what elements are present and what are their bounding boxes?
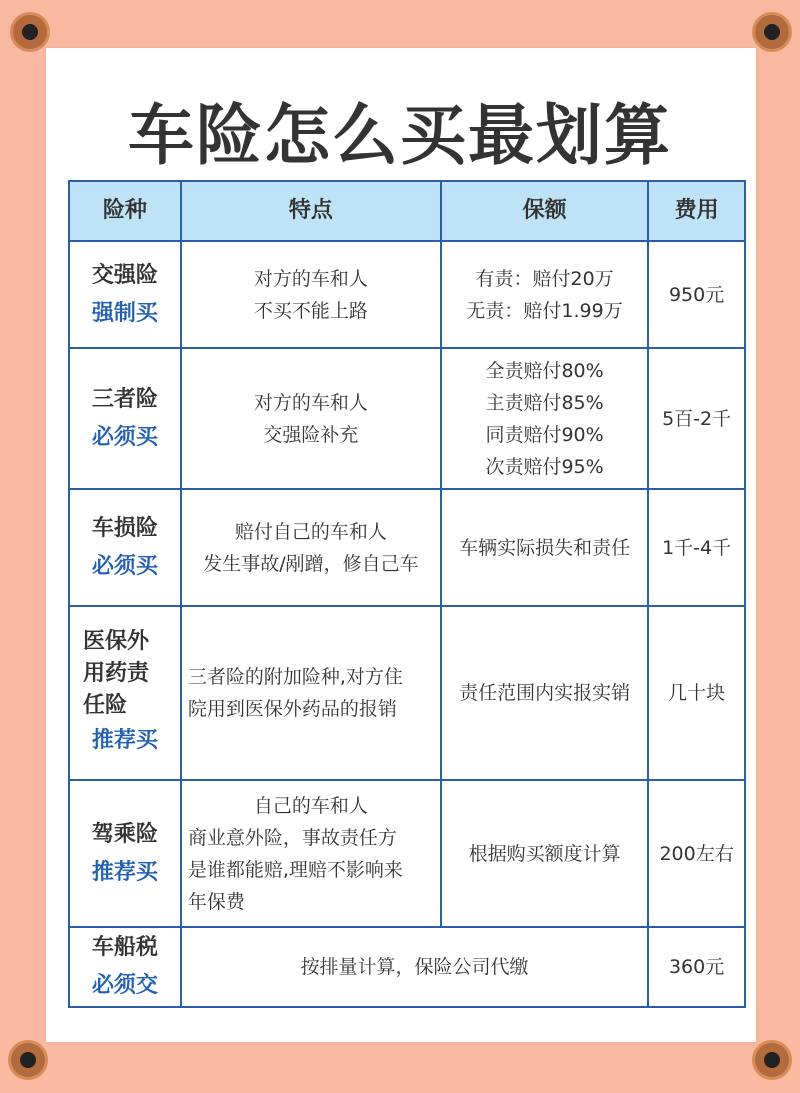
insurance-kind [69, 489, 181, 606]
feature-line: 不买不能上路 [253, 299, 368, 322]
features-cell [181, 780, 441, 927]
features-cell [181, 348, 441, 489]
insurance-table [68, 180, 746, 1008]
coverage-line: 全责赔付80% [485, 359, 604, 382]
kind-tag: 强制买 [91, 300, 158, 326]
kind-name: 车船税 [91, 935, 158, 960]
table-row [69, 606, 745, 780]
feature-line: 对方的车和人 [253, 391, 368, 414]
kind-name: 三者险 [91, 386, 158, 412]
table-row [69, 780, 745, 927]
features-cell [181, 489, 441, 606]
coverage-cell [441, 348, 648, 489]
cost-cell: 950元 [648, 241, 745, 348]
grommet-bottom-left [8, 1040, 48, 1080]
insurance-kind [69, 241, 181, 348]
cost-cell: 5百-2千 [648, 348, 745, 489]
coverage-line: 根据购买额度计算 [468, 842, 621, 865]
cost-cell: 360元 [648, 927, 745, 1007]
feature-line: 交强险补充 [263, 423, 359, 446]
kind-tag: 必须交 [91, 973, 158, 998]
feature-line: 三者险的附加险种,对方住 [187, 666, 403, 688]
kind-name: 交强险 [91, 262, 158, 288]
insurance-kind [69, 927, 181, 1007]
header-features: 特点 [181, 181, 441, 241]
coverage-line: 车辆实际损失和责任 [459, 536, 631, 559]
features-cell: 按排量计算，保险公司代缴 [181, 927, 648, 1007]
feature-line: 是谁都能赔,理赔不影响来 [187, 858, 403, 881]
coverage-line: 同责赔付90% [485, 423, 604, 446]
kind-name: 医保外用药责任险 [82, 629, 149, 718]
coverage-cell [441, 489, 648, 606]
table-row [69, 489, 745, 606]
feature-line: 自己的车和人 [253, 794, 368, 817]
feature-line: 对方的车和人 [253, 267, 368, 290]
feature-line: 赔付自己的车和人 [234, 520, 387, 543]
coverage-cell [441, 241, 648, 348]
coverage-line: 责任范围内实报实销 [459, 682, 631, 704]
kind-tag: 推荐买 [91, 859, 158, 885]
table-header-row [69, 181, 745, 241]
insurance-kind [69, 606, 181, 780]
kind-tag: 必须买 [91, 553, 158, 579]
header-coverage: 保额 [441, 181, 648, 241]
coverage-line: 主责赔付85% [485, 391, 604, 414]
coverage-line: 次责赔付95% [485, 455, 604, 478]
grommet-top-left [10, 12, 50, 52]
header-kind: 险种 [69, 181, 181, 241]
insurance-kind [69, 348, 181, 489]
cost-cell: 1千-4千 [648, 489, 745, 606]
header-cost: 费用 [648, 181, 745, 241]
cost-cell: 200左右 [648, 780, 745, 927]
feature-line: 院用到医保外药品的报销 [187, 698, 397, 720]
table-row [69, 348, 745, 489]
grommet-bottom-right [752, 1040, 792, 1080]
kind-tag: 必须买 [91, 424, 158, 450]
kind-tag: 推荐买 [91, 728, 158, 753]
coverage-cell [441, 780, 648, 927]
features-cell [181, 606, 441, 780]
table-row [69, 241, 745, 348]
coverage-line: 无责：赔付1.99万 [466, 299, 623, 322]
features-cell [181, 241, 441, 348]
kind-name: 车损险 [91, 515, 158, 541]
insurance-kind [69, 780, 181, 927]
coverage-cell [441, 606, 648, 780]
kind-name: 驾乘险 [91, 821, 158, 847]
page-title: 车险怎么买最划算 [128, 97, 672, 174]
coverage-line: 有责：赔付20万 [475, 267, 614, 290]
grommet-top-right [752, 12, 792, 52]
feature-line: 商业意外险，事故责任方 [187, 826, 397, 849]
feature-line: 年保费 [187, 890, 245, 913]
table-row [69, 927, 745, 1007]
cost-cell: 几十块 [648, 606, 745, 780]
feature-line: 发生事故/剐蹭，修自己车 [203, 552, 419, 575]
